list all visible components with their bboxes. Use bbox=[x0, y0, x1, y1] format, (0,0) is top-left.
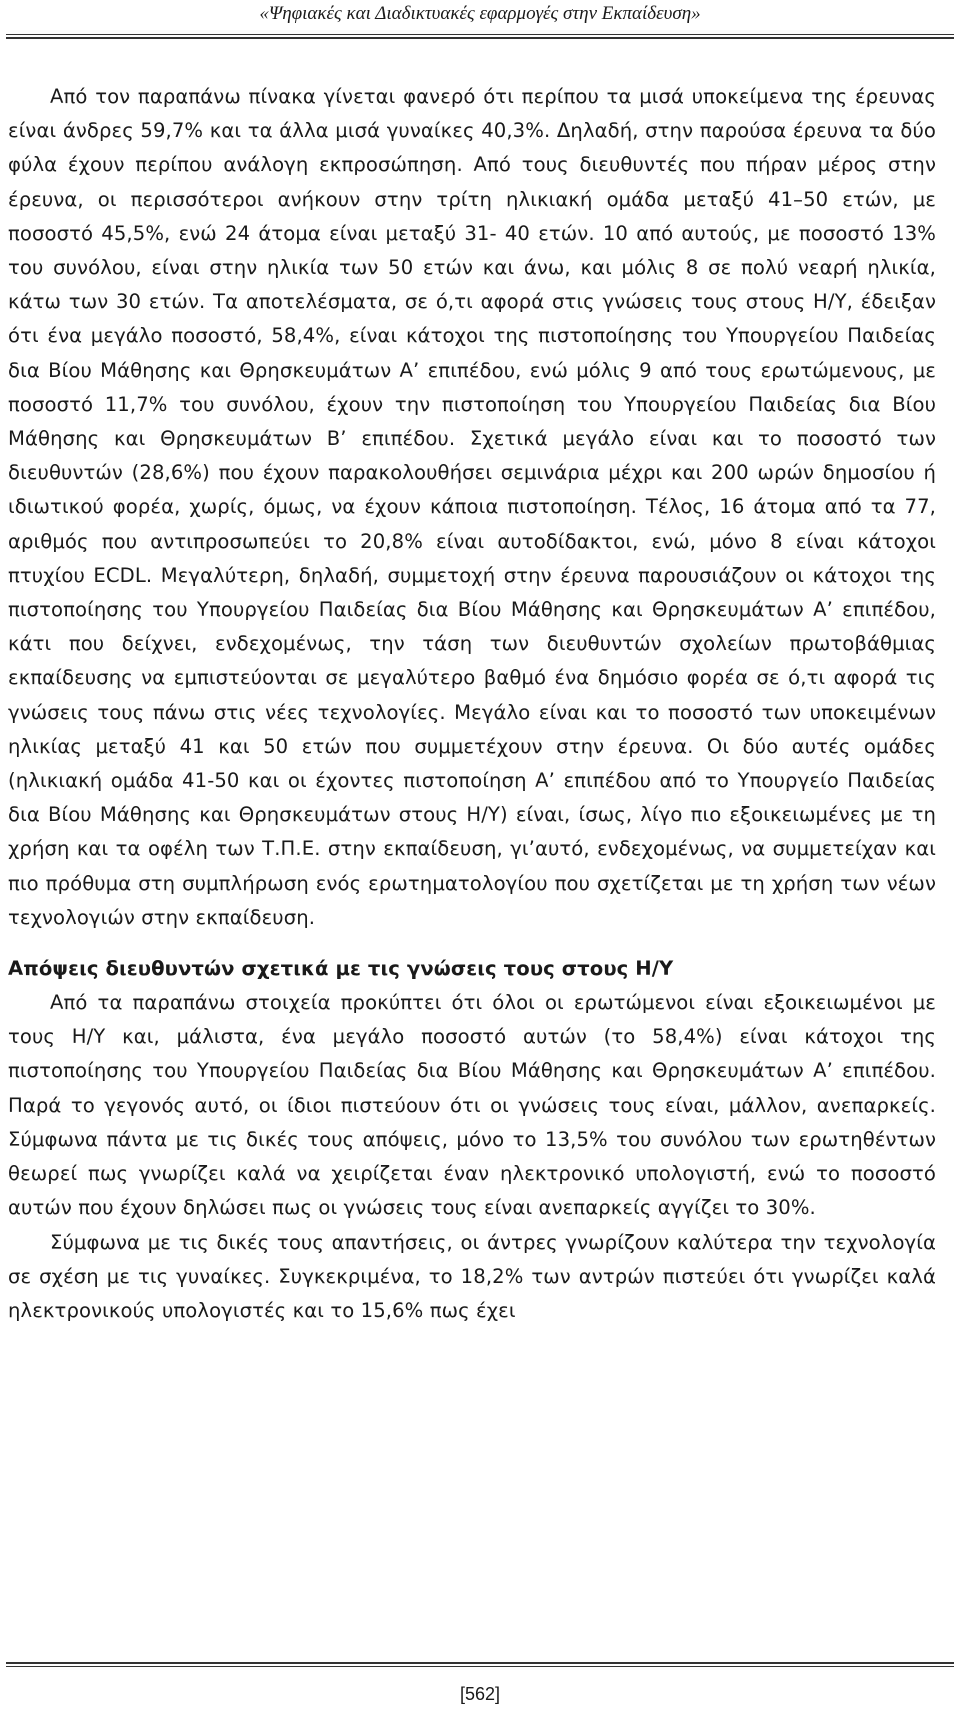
header-rule bbox=[6, 34, 954, 35]
section-heading: Απόψεις διευθυντών σχετικά με τις γνώσεις τους στους Η/Υ bbox=[8, 957, 674, 981]
running-header: «Ψηφιακές και Διαδικτυακές εφαρμογές στην Εκπαίδευση» bbox=[259, 3, 701, 24]
body-paragraph-3: Σύμφωνα με τις δικές τους απαντήσεις, οι άντρες γνωρίζουν καλύτερα την τεχνολογία σε σχέση με τις γυναίκες. Συγκεκριμένα, το 18,2% των αντρών πιστεύει ότι γνωρίζει καλά ηλεκτρονικούς υπολογιστές και το 15,6% πως έχει bbox=[8, 1230, 936, 1322]
footer-rule bbox=[6, 1662, 954, 1664]
body-paragraph-2: Από τα παραπάνω στοιχεία προκύπτει ότι όλοι οι ερωτώμενοι είναι εξοικειωμένοι με τους Η/Υ και, μάλιστα, ένα μεγάλο ποσοστό αυτών (το 58,4%) είναι κάτοχοι της πιστοποίησης του Υπουργείου Παιδείας δια Βίου Μάθησης και Θρησκευμάτων Α’ επιπέδου. Παρά το γεγονός αυτό, οι ίδιοι πιστεύουν ότι οι γνώσεις τους είναι, μάλλον, ανεπαρκείς. Σύμφωνα πάντα με τις δικές τους απόψεις, μόνο το 13,5% του συνόλου των ερωτηθέντων θεωρεί πως γνωρίζει καλά να χειρίζεται έναν ηλεκτρονικό υπολογιστή, ενώ το ποσοστό αυτών που έχουν δηλώσει πως οι γνώσεις τους είναι ανεπαρκείς αγγίζει το 30%. bbox=[8, 991, 936, 1220]
page-number: [562] bbox=[459, 1684, 501, 1704]
body-paragraph-1: Από τον παραπάνω πίνακα γίνεται φανερό ότι περίπου τα μισά υποκείμενα της έρευνας είναι άνδρες 59,7% και τα άλλα μισά γυναίκες 40,3%. Δηλαδή, στην παρούσα έρευνα τα δύο φύλα έχουν περίπου ανάλογη εκπροσώπηση. Από τους διευθυντές που πήραν μέρος στην έρευνα, οι περισσότεροι ανήκουν στην τρίτη ηλικιακή ομάδα μεταξύ 41–50 ετών, με ποσοστό 45,5%, ενώ 24 άτομα είναι μεταξύ 31- 40 ετών. 10 από αυτούς, με ποσοστό 13% του συνόλου, είναι στην ηλικία των 50 ετών και άνω, και μόλις 8 σε πολύ νεαρή ηλικία, κάτω των 30 ετών. Τα αποτελέσματα, σε ό,τι αφορά στις γνώσεις τους στους Η/Υ, έδειξαν ότι ένα μεγάλο ποσοστό, 58,4%, είναι κάτοχοι της πιστοποίησης του Υπουργείου Παιδείας δια Βίου Μάθησης και Θρησκευμάτων Α’ επιπέδου, ενώ μόλις 9 από τους ερωτώμενους, με ποσοστό 11,7% του συνόλου, έχουν την πιστοποίηση του Υπουργείου Παιδείας δια Βίου Μάθησης και Θρησκευμάτων Β’ επιπέδου. Σχετικά μεγάλο είναι και το ποσοστό των διευθυντών (28,6%) που έχουν παρακολουθήσει σεμινάρια μέχρι και 200 ωρών δημοσίου ή ιδιωτικού φορέα, χωρίς, όμως, να έχουν κάποια πιστοποίηση. Τέλος, 16 άτομα από τα 77, αριθμός που αντιπροσωπεύει το 20,8% είναι αυτοδίδακτοι, ενώ, μόνο 8 είναι κάτοχοι πτυχίου ECDL. Μεγαλύτερη, δηλαδή, συμμετοχή στην έρευνα παρουσιάζουν οι κάτοχοι της πιστοποίησης του Υπουργείου Παιδείας δια Βίου Μάθησης και Θρησκευμάτων Α’ επιπέδου, κάτι που δείχνει, ενδεχομένως, την τάση των διευθυντών σχολείων πρωτοβάθμιας εκπαίδευσης να εμπιστεύονται σε μεγαλύτερο βαθμό ένα δημόσιο φορέα σε ό,τι αφορά τις γνώσεις τους πάνω στις νέες τεχνολογίες. Μεγάλο είναι και το ποσοστό των υποκειμένων ηλικίας μεταξύ 41 και 50 ετών που συμμετέχουν στην έρευνα. Οι δύο αυτές ομάδες (ηλικιακή ομάδα 41-50 και οι έχοντες πιστοποίηση Α’ επιπέδου από το Υπουργείο Παιδείας δια Βίου Μάθησης και Θρησκευμάτων στους Η/Υ) είναι, ίσως, λίγο πιο εξοικειωμένες με τη χρήση και τα οφέλη των Τ.Π.Ε. στην εκπαίδευση, γι’αυτό, ενδεχομένως, να συμμετείχαν και πιο πρόθυμα στη συμπλήρωση ενός ερωτηματολογίου που σχετίζεται με τη χρήση των νέων τεχνολογιών στην εκπαίδευση. bbox=[8, 85, 936, 929]
document-body bbox=[8, 80, 936, 1328]
